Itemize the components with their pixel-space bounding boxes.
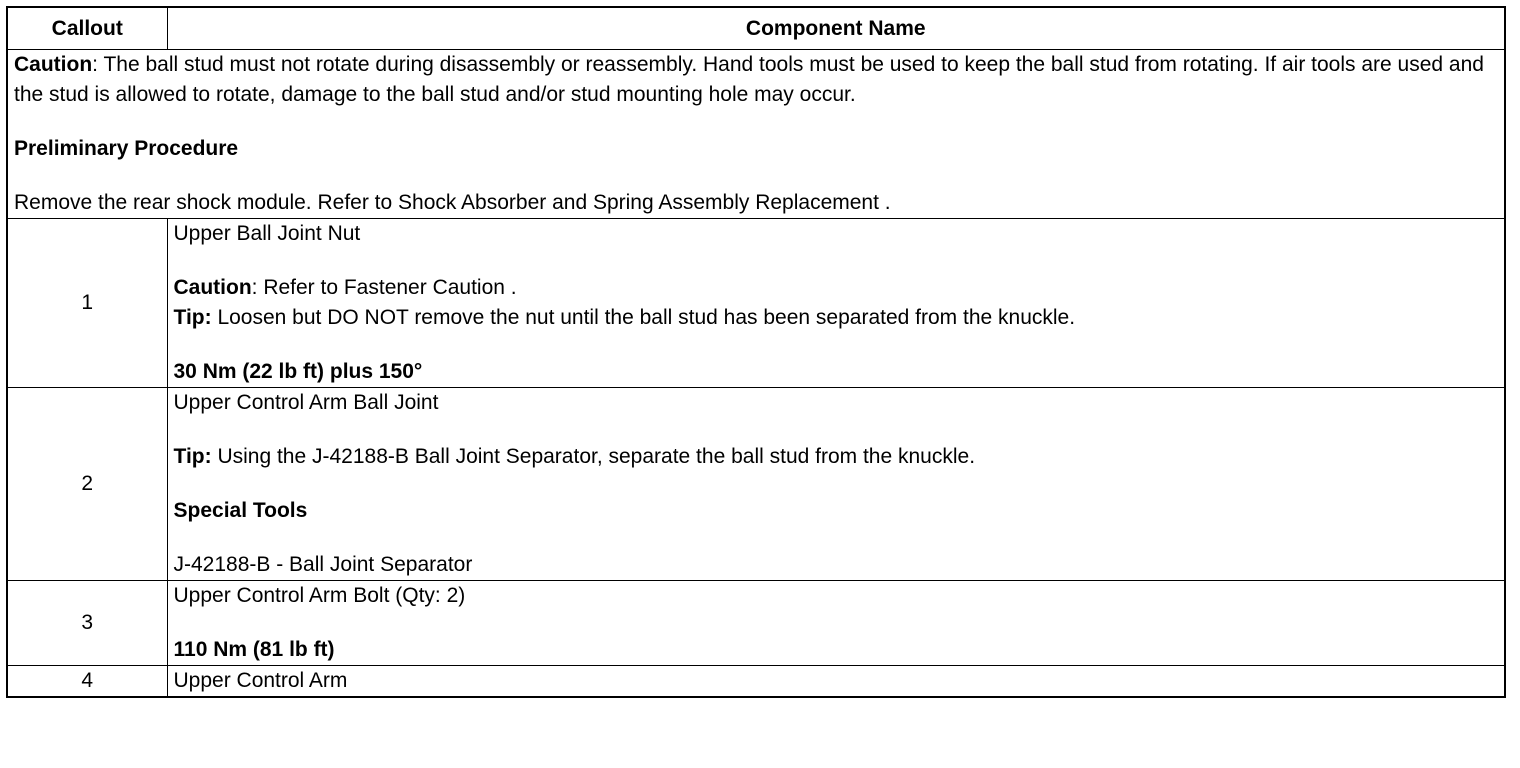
preliminary-heading: Preliminary Procedure [14, 137, 239, 160]
caution-label: Caution [14, 53, 93, 76]
special-tools-heading: Special Tools [173, 499, 308, 522]
row-caution-text: : Refer to Fastener Caution . [251, 276, 517, 299]
callout-number: 4 [7, 666, 167, 698]
component-cell [167, 666, 1505, 698]
torque-spec: 30 Nm (22 lb ft) plus 150° [173, 360, 423, 383]
row-tip [174, 303, 1499, 333]
component-cell [167, 388, 1505, 581]
row-caution-label: Caution [173, 276, 252, 299]
component-name: Upper Control Arm Ball Joint [173, 391, 439, 414]
component-name-header: Component Name [167, 7, 1505, 50]
tip-label: Tip: [173, 306, 212, 329]
tip-text: Loosen but DO NOT remove the nut until the ball stud has been separated from the knuckle. [211, 306, 1076, 329]
caution-text: : The ball stud must not rotate during disassembly or reassembly. Hand tools must be used to keep the ball stud from rotating. If air tools are used and the stud is allowed to rotate, damage to the ball stud and/or stud mounting hole may occur. [14, 53, 1484, 106]
table-row [7, 581, 1505, 666]
component-cell [167, 219, 1505, 388]
component-cell [167, 581, 1505, 666]
procedure-table [6, 6, 1506, 698]
row-caution [174, 273, 1499, 303]
callout-header: Callout [7, 7, 167, 50]
callout-number: 3 [7, 581, 167, 666]
callout-number: 1 [7, 219, 167, 388]
tip-label: Tip: [173, 445, 212, 468]
header-row [7, 7, 1505, 50]
table-row [7, 388, 1505, 581]
component-name: Upper Control Arm [173, 669, 348, 692]
special-tools-text: J-42188-B - Ball Joint Separator [173, 553, 473, 576]
component-name: Upper Ball Joint Nut [173, 222, 361, 245]
component-name: Upper Control Arm Bolt (Qty: 2) [173, 584, 466, 607]
caution-banner-row [7, 50, 1505, 219]
torque-spec: 110 Nm (81 lb ft) [173, 638, 335, 661]
preliminary-text: Remove the rear shock module. Refer to Shock Absorber and Spring Assembly Replacement . [14, 191, 891, 214]
table-row [7, 219, 1505, 388]
table-row [7, 666, 1505, 698]
caution-paragraph [14, 50, 1498, 110]
callout-number: 2 [7, 388, 167, 581]
row-tip [174, 442, 1499, 472]
tip-text: Using the J-42188-B Ball Joint Separator, separate the ball stud from the knuckle. [211, 445, 976, 468]
caution-banner [7, 50, 1505, 219]
